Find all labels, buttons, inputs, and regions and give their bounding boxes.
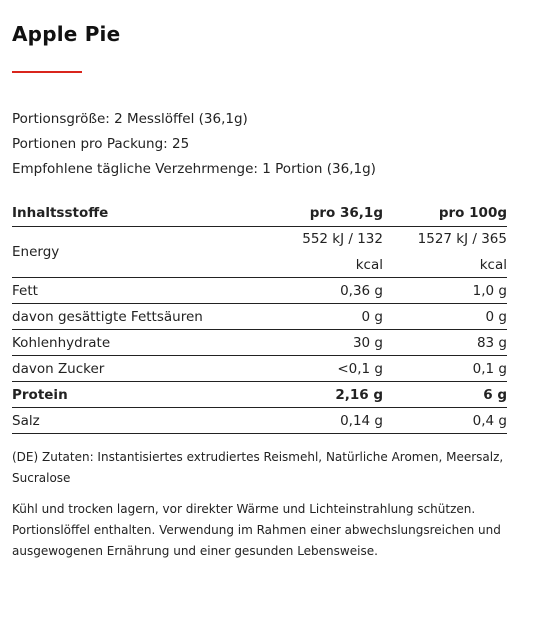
- header-ingredients: Inhaltsstoffe: [12, 200, 279, 227]
- header-per-serving: pro 36,1g: [279, 200, 383, 227]
- energy-per-100g: 1527 kJ / 365: [417, 231, 507, 247]
- row-value-per-100g: 0 g: [383, 304, 507, 330]
- table-row: [12, 356, 507, 382]
- ingredients-text: (DE) Zutaten: Instantisiertes extrudiertes Reismehl, Natürliche Aromen, Meersalz, Sucralose: [12, 450, 504, 485]
- row-value-per-100g: 6 g: [383, 382, 507, 408]
- serving-info: [12, 107, 376, 182]
- servings-per-package: Portionen pro Packung: 25: [12, 136, 190, 152]
- row-value-per-serving: <0,1 g: [279, 356, 383, 382]
- row-label: davon gesättigte Fettsäuren: [12, 304, 279, 330]
- row-label: Protein: [12, 382, 279, 408]
- row-label: Energy: [12, 227, 279, 278]
- row-value-per-100g: 83 g: [383, 330, 507, 356]
- energy-per-serving: 552 kJ / 132: [302, 231, 383, 247]
- recommended-daily-intake: Empfohlene tägliche Verzehrmenge: 1 Portion (36,1g): [12, 161, 376, 177]
- row-value-per-serving: 30 g: [279, 330, 383, 356]
- header-per-100g: pro 100g: [383, 200, 507, 227]
- row-value-per-serving: 0,14 g: [279, 408, 383, 434]
- table-row-energy: [12, 227, 507, 278]
- row-label: Kohlenhydrate: [12, 330, 279, 356]
- row-value-per-100g: 0,4 g: [383, 408, 507, 434]
- row-value-per-serving: 0,36 g: [279, 278, 383, 304]
- table-header-row: [12, 200, 507, 227]
- row-label: Salz: [12, 408, 279, 434]
- row-label: davon Zucker: [12, 356, 279, 382]
- energy-per-serving-unit: kcal: [355, 257, 383, 273]
- serving-size: Portionsgröße: 2 Messlöffel (36,1g): [12, 111, 248, 127]
- table-row: [12, 408, 507, 434]
- storage-instructions: Kühl und trocken lagern, vor direkter Wärme und Lichteinstrahlung schützen. Portionslöffel enthalten. Verwendung im Rahmen einer abwechslungsreichen und ausgewogenen Ernährung und einer gesunden Lebensweise.: [12, 502, 501, 558]
- row-value-per-100g: 1,0 g: [383, 278, 507, 304]
- row-value-per-serving: 0 g: [279, 304, 383, 330]
- nutrition-table: [12, 200, 507, 434]
- table-row: [12, 330, 507, 356]
- row-label: Fett: [12, 278, 279, 304]
- table-row: [12, 278, 507, 304]
- product-title: Apple Pie: [12, 22, 121, 46]
- table-row: [12, 382, 507, 408]
- table-row: [12, 304, 507, 330]
- title-accent-line: [12, 71, 82, 73]
- row-value-per-100g: 0,1 g: [383, 356, 507, 382]
- energy-per-100g-unit: kcal: [479, 257, 507, 273]
- row-value-per-serving: 2,16 g: [279, 382, 383, 408]
